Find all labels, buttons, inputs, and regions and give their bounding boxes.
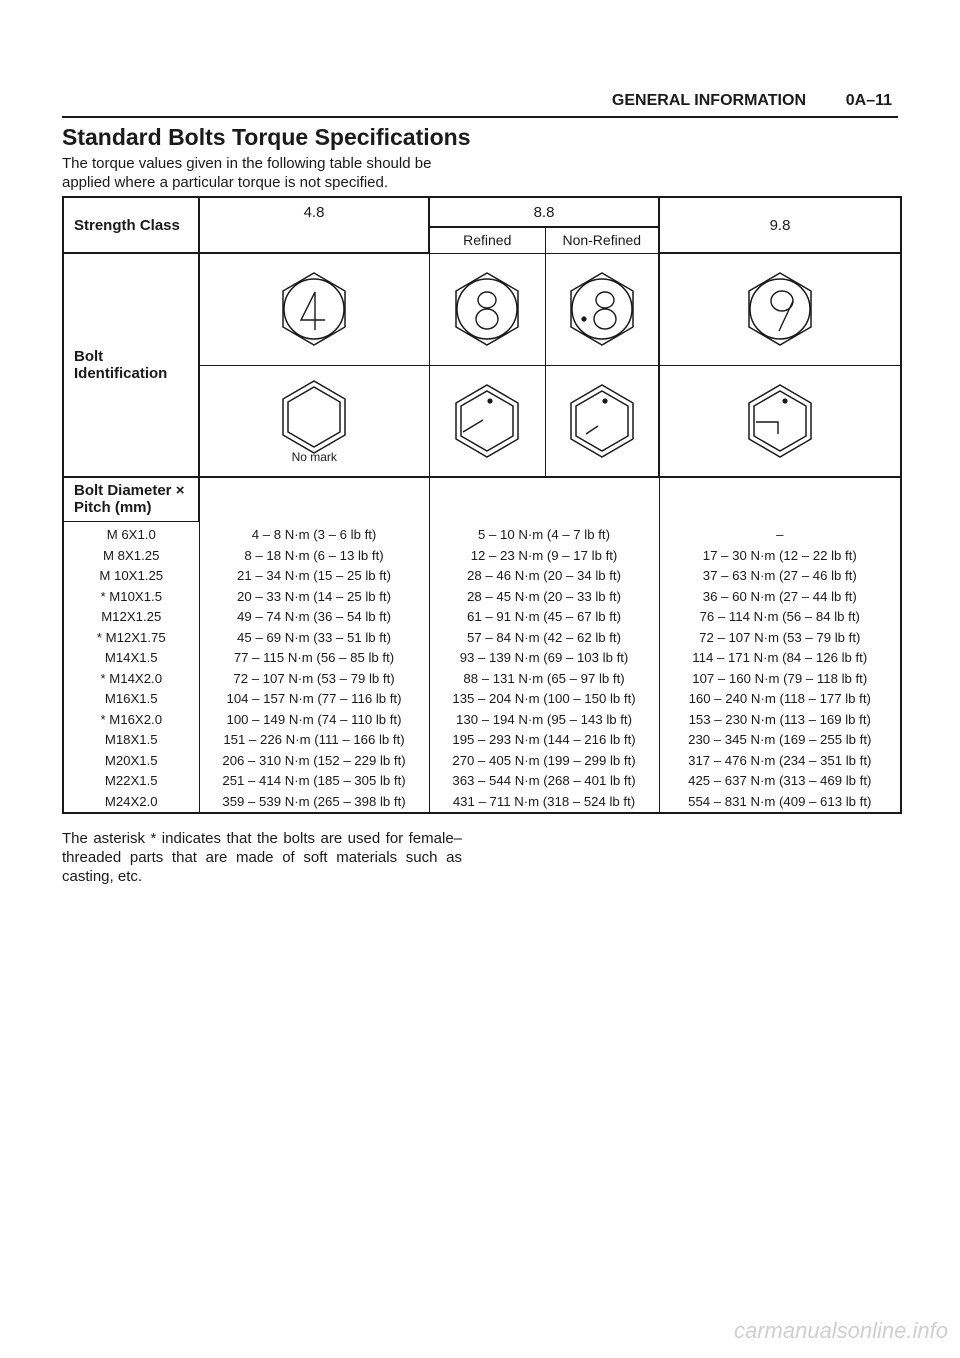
torque-cell: 4 – 8 N·m (3 – 6 lb ft) <box>199 521 429 545</box>
pitch-text: Pitch (mm) <box>74 499 152 517</box>
torque-cell: 425 – 637 N·m (313 – 469 lb ft) <box>659 771 901 792</box>
refined-label: Refined <box>429 227 545 253</box>
bolt-size-cell: * M10X1.5 <box>63 586 199 607</box>
bolt-size-cell: M22X1.5 <box>63 771 199 792</box>
torque-cell: – <box>659 521 901 545</box>
torque-cell: 107 – 160 N·m (79 – 118 lb ft) <box>659 668 901 689</box>
torque-cell: 206 – 310 N·m (152 – 229 lb ft) <box>199 750 429 771</box>
table-row <box>63 709 901 730</box>
table-row <box>63 566 901 587</box>
table-row <box>63 668 901 689</box>
torque-cell: 160 – 240 N·m (118 – 177 lb ft) <box>659 689 901 710</box>
section-title: GENERAL INFORMATION <box>611 92 806 109</box>
table-row <box>63 586 901 607</box>
torque-cell: 251 – 414 N·m (185 – 305 lb ft) <box>199 771 429 792</box>
bolt-size-cell: M 8X1.25 <box>63 545 199 566</box>
torque-cell: 114 – 171 N·m (84 – 126 lb ft) <box>659 648 901 669</box>
torque-cell: 28 – 45 N·m (20 – 33 lb ft) <box>429 586 659 607</box>
torque-cell: 77 – 115 N·m (56 – 85 lb ft) <box>199 648 429 669</box>
bolt-size-cell: * M14X2.0 <box>63 668 199 689</box>
torque-cell: 431 – 711 N·m (318 – 524 lb ft) <box>429 791 659 813</box>
torque-cell: 270 – 405 N·m (199 – 299 lb ft) <box>429 750 659 771</box>
table-row <box>63 607 901 628</box>
non-refined-label: Non-Refined <box>545 227 659 253</box>
hex-bolt-9-icon <box>659 253 901 365</box>
torque-cell: 57 – 84 N·m (42 – 62 lb ft) <box>429 627 659 648</box>
torque-cell: 28 – 46 N·m (20 – 34 lb ft) <box>429 566 659 587</box>
torque-cell: 554 – 831 N·m (409 – 613 lb ft) <box>659 791 901 813</box>
torque-rows <box>63 521 901 813</box>
torque-cell: 61 – 91 N·m (45 – 67 lb ft) <box>429 607 659 628</box>
footnote: The asterisk * indicates that the bolts are used for female–threaded parts that are made of soft materials such as casting, etc. <box>62 830 462 885</box>
bolt-size-cell: M 6X1.0 <box>63 521 199 545</box>
torque-cell: 93 – 139 N·m (69 – 103 lb ft) <box>429 648 659 669</box>
bolt-identification-text: Bolt Identification <box>74 348 168 382</box>
torque-cell: 20 – 33 N·m (14 – 25 lb ft) <box>199 586 429 607</box>
torque-cell: 17 – 30 N·m (12 – 22 lb ft) <box>659 545 901 566</box>
torque-cell: 12 – 23 N·m (9 – 17 lb ft) <box>429 545 659 566</box>
class-9-8: 9.8 <box>659 197 901 253</box>
bolt-size-cell: M14X1.5 <box>63 648 199 669</box>
table-row <box>63 689 901 710</box>
torque-cell: 130 – 194 N·m (95 – 143 lb ft) <box>429 709 659 730</box>
hex-bolt-4-icon <box>199 253 429 365</box>
hex-bolt-dot-line-icon <box>429 365 545 477</box>
class-8-8: 8.8 <box>429 197 659 227</box>
bolt-size-cell: * M16X2.0 <box>63 709 199 730</box>
torque-cell: 195 – 293 N·m (144 – 216 lb ft) <box>429 730 659 751</box>
strength-class-label: Strength Class <box>63 197 199 253</box>
no-mark-label: No mark <box>291 450 337 465</box>
torque-cell: 135 – 204 N·m (100 – 150 lb ft) <box>429 689 659 710</box>
hex-bolt-8-dot-icon <box>545 253 659 365</box>
hex-bolt-dot-angle-icon <box>659 365 901 477</box>
torque-cell: 36 – 60 N·m (27 – 44 lb ft) <box>659 586 901 607</box>
torque-cell: 151 – 226 N·m (111 – 166 lb ft) <box>199 730 429 751</box>
torque-cell: 153 – 230 N·m (113 – 169 lb ft) <box>659 709 901 730</box>
torque-cell: 317 – 476 N·m (234 – 351 lb ft) <box>659 750 901 771</box>
table-row <box>63 791 901 813</box>
table-row <box>63 627 901 648</box>
torque-cell: 72 – 107 N·m (53 – 79 lb ft) <box>199 668 429 689</box>
torque-cell: 230 – 345 N·m (169 – 255 lb ft) <box>659 730 901 751</box>
torque-cell: 359 – 539 N·m (265 – 398 lb ft) <box>199 791 429 813</box>
table-row <box>63 521 901 545</box>
bolt-diameter-label <box>63 477 199 521</box>
page-title: Standard Bolts Torque Specifications <box>62 124 471 150</box>
bolt-size-cell: * M12X1.75 <box>63 627 199 648</box>
table-row <box>63 750 901 771</box>
torque-cell: 104 – 157 N·m (77 – 116 lb ft) <box>199 689 429 710</box>
bolt-size-cell: M20X1.5 <box>63 750 199 771</box>
hex-bolt-8-icon <box>429 253 545 365</box>
bolt-size-cell: M16X1.5 <box>63 689 199 710</box>
table-row <box>63 730 901 751</box>
watermark: carmanualsonline.info <box>733 1318 948 1343</box>
table-row <box>63 771 901 792</box>
bolt-size-cell: M18X1.5 <box>63 730 199 751</box>
bolt-identification-label <box>63 253 199 477</box>
table-row <box>63 648 901 669</box>
table-row <box>63 545 901 566</box>
torque-cell: 45 – 69 N·m (33 – 51 lb ft) <box>199 627 429 648</box>
bolt-size-cell: M 10X1.25 <box>63 566 199 587</box>
torque-cell: 72 – 107 N·m (53 – 79 lb ft) <box>659 627 901 648</box>
page-header <box>62 92 898 118</box>
torque-cell: 363 – 544 N·m (268 – 401 lb ft) <box>429 771 659 792</box>
torque-cell: 76 – 114 N·m (56 – 84 lb ft) <box>659 607 901 628</box>
torque-cell: 21 – 34 N·m (15 – 25 lb ft) <box>199 566 429 587</box>
torque-cell: 8 – 18 N·m (6 – 13 lb ft) <box>199 545 429 566</box>
bolt-size-cell: M24X2.0 <box>63 791 199 813</box>
torque-cell: 37 – 63 N·m (27 – 46 lb ft) <box>659 566 901 587</box>
page-number: 0A–11 <box>845 92 892 109</box>
torque-spec-table <box>62 196 900 816</box>
torque-cell: 49 – 74 N·m (36 – 54 lb ft) <box>199 607 429 628</box>
intro-paragraph: The torque values given in the following table should be applied where a particular torque is not specified. <box>62 155 432 191</box>
torque-cell: 5 – 10 N·m (4 – 7 lb ft) <box>429 521 659 545</box>
bolt-diameter-text: Bolt Diameter × <box>74 482 185 500</box>
hex-bolt-nomark-icon <box>199 365 429 477</box>
class-4-8: 4.8 <box>199 197 429 253</box>
hex-bolt-dot-short-line-icon <box>545 365 659 477</box>
torque-cell: 100 – 149 N·m (74 – 110 lb ft) <box>199 709 429 730</box>
torque-cell: 88 – 131 N·m (65 – 97 lb ft) <box>429 668 659 689</box>
bolt-size-cell: M12X1.25 <box>63 607 199 628</box>
